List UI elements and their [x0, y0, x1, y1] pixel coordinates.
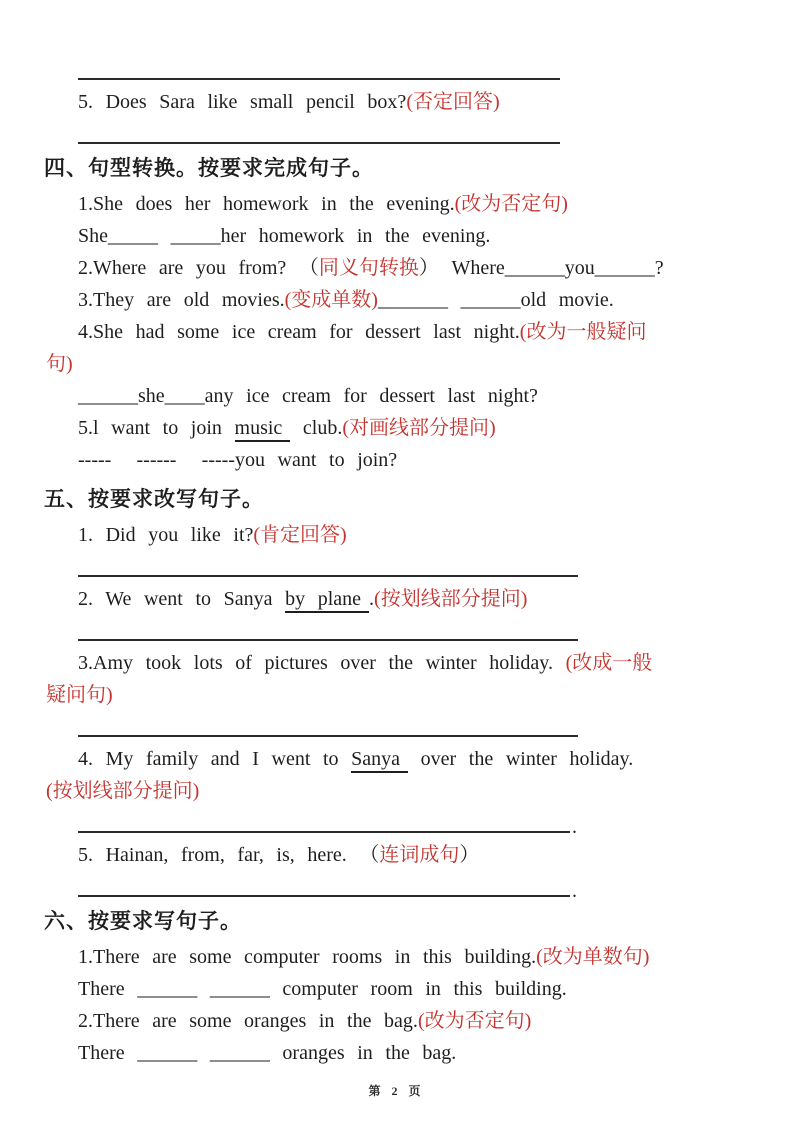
- answer-blank-line: [78, 816, 757, 838]
- worksheet-line: [78, 583, 757, 615]
- text-run: 2.Where are you from? （: [78, 257, 319, 279]
- text-run: ）: [459, 844, 480, 866]
- text-run: 2.There are some oranges in the bag.: [78, 1010, 418, 1032]
- text-run: There ______ ______ computer room in this building.: [78, 978, 567, 1000]
- page-number: 第 2 页: [368, 1084, 425, 1098]
- text-run: 5.l want to join: [78, 417, 235, 439]
- worksheet-line: [78, 519, 757, 551]
- section-heading: [44, 903, 757, 939]
- text-run: over the winter holiday.: [408, 748, 634, 770]
- worksheet-line: [78, 1005, 757, 1037]
- text-run: 2. We went to Sanya: [78, 588, 286, 610]
- text-run: 3.They are old movies.: [78, 289, 285, 311]
- instruction-text-cn: (改为单数句): [536, 946, 650, 968]
- rule-end-period: .: [572, 816, 577, 838]
- answer-rule: [78, 142, 560, 144]
- worksheet-line: [78, 412, 757, 444]
- worksheet-line: [78, 1037, 757, 1069]
- text-run: 4. My family and I went to: [78, 748, 352, 770]
- instruction-text-cn: (改为一般疑问: [519, 321, 647, 343]
- text-run: ） Where______you______?: [418, 257, 664, 279]
- answer-blank-line: [78, 70, 757, 80]
- underlined-word: Sanya: [351, 748, 408, 773]
- worksheet-line: [78, 316, 757, 348]
- worksheet-line: [78, 252, 757, 284]
- instruction-text-cn: 疑问句): [46, 684, 113, 706]
- instruction-text-cn: (按划线部分提问): [46, 780, 200, 802]
- instruction-text-cn: (对画线部分提问): [342, 417, 496, 439]
- instruction-text-cn: 连词成句: [379, 844, 460, 866]
- underlined-word: by plane: [285, 588, 369, 613]
- worksheet-line: [78, 444, 757, 476]
- worksheet-line: [78, 647, 757, 679]
- instruction-text-cn: 同义句转换: [318, 257, 419, 279]
- text-run: 六、按要求写句子。: [44, 909, 242, 933]
- instruction-text-cn: (改为否定句): [417, 1010, 532, 1032]
- instruction-text-cn: (肯定回答): [253, 524, 347, 546]
- text-run: 1. Did you like it?: [78, 524, 254, 546]
- instruction-text-cn: (改为否定句): [454, 193, 568, 215]
- text-run: ----- ------ -----you want to join?: [78, 449, 398, 471]
- text-run: 1.She does her homework in the evening.: [78, 193, 455, 215]
- text-run: _______ ______old movie.: [377, 289, 614, 311]
- text-run: 5. Does Sara like small pencil box?: [78, 91, 407, 113]
- text-run: 5. Hainan, from, far, is, here. （: [78, 844, 380, 866]
- text-run: She_____ _____her homework in the evening.: [78, 225, 491, 247]
- worksheet-line: [78, 86, 757, 118]
- worksheet-line: [78, 973, 757, 1005]
- answer-blank-line: [78, 727, 757, 737]
- text-run: 四、句型转换。按要求完成句子。: [44, 156, 374, 180]
- text-run: There ______ ______ oranges in the bag.: [78, 1042, 457, 1064]
- text-run: 3.Amy took lots of pictures over the winter holiday.: [78, 652, 566, 674]
- answer-rule: [78, 575, 578, 577]
- answer-rule: [78, 895, 570, 897]
- worksheet-line-continuation: [46, 348, 757, 380]
- answer-blank-line: [78, 134, 757, 144]
- section-heading: [44, 150, 757, 186]
- worksheet-line: [78, 220, 757, 252]
- underlined-word: music: [235, 417, 291, 442]
- answer-rule: [78, 639, 578, 641]
- text-run: club.: [290, 417, 343, 439]
- worksheet-line-continuation: [46, 775, 757, 807]
- instruction-text-cn: 句): [46, 353, 73, 375]
- instruction-text-cn: (变成单数): [284, 289, 378, 311]
- instruction-text-cn: (否定回答): [406, 91, 500, 113]
- worksheet-line: [78, 839, 757, 871]
- answer-rule: [78, 831, 570, 833]
- text-run: 1.There are some computer rooms in this building.: [78, 946, 537, 968]
- worksheet-line-continuation: [46, 679, 757, 711]
- worksheet-line: [78, 380, 757, 412]
- worksheet-line: [78, 188, 757, 220]
- text-run: 五、按要求改写句子。: [44, 487, 264, 511]
- answer-blank-line: [78, 567, 757, 577]
- answer-blank-line: [78, 880, 757, 902]
- worksheet-line: [78, 941, 757, 973]
- text-run: .: [369, 588, 375, 610]
- answer-blank-line: [78, 631, 757, 641]
- text-run: ______she____any ice cream for dessert last night?: [78, 385, 538, 407]
- worksheet-line: [78, 743, 757, 775]
- section-heading: [44, 481, 757, 517]
- answer-rule: [78, 78, 560, 80]
- worksheet-line: [78, 284, 757, 316]
- text-run: 4.She had some ice cream for dessert last night.: [78, 321, 520, 343]
- instruction-text-cn: (按划线部分提问): [374, 588, 528, 610]
- instruction-text-cn: (改成一般: [565, 652, 653, 674]
- rule-end-period: .: [572, 880, 577, 902]
- answer-rule: [78, 735, 578, 737]
